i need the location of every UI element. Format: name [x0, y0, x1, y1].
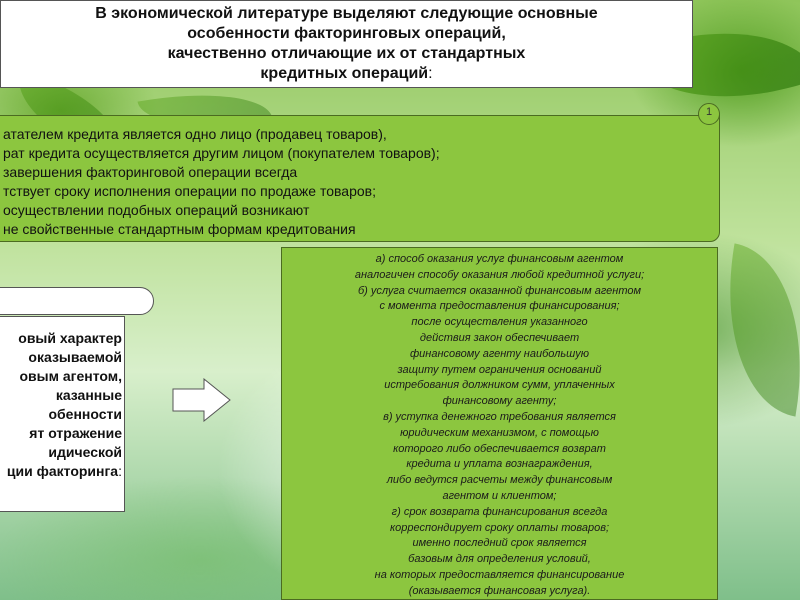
section-label-box — [0, 287, 154, 315]
scroll-text-line: осуществлении подобных операций возникают — [3, 202, 310, 218]
details-line: (оказывается финансовая услуга). — [408, 584, 591, 597]
scroll-text-line: атателем кредита является одно лицо (продавец товаров), — [3, 126, 387, 142]
left-text-line — [0, 462, 124, 481]
background-leaf-icon — [707, 243, 800, 416]
details-line: базовым для определения условий, — [408, 553, 591, 566]
details-line: после осуществления указанного — [411, 316, 588, 329]
details-line: которого либо обеспечивается возврат — [393, 442, 606, 455]
slide-title-box — [0, 0, 693, 88]
scroll-text-line: рат кредита осуществляется другим лицом (покупателем товаров); — [3, 145, 440, 161]
details-line: именно последний срок является — [412, 537, 587, 550]
title-line: В экономической литературе выделяют следующие основные — [95, 5, 598, 22]
details-line: кредита и уплата вознаграждения, — [406, 458, 593, 471]
scroll-text-line: не свойственные стандартным формам кредитования — [3, 221, 356, 237]
scroll-curl-icon — [698, 103, 720, 125]
details-line: действия закон обеспечивает — [419, 331, 580, 344]
details-box — [281, 247, 718, 600]
left-text-line: оказываемой — [28, 349, 122, 365]
details-line: б) услуга считается оказанной финансовым агентом — [357, 284, 642, 297]
scroll-text-line: завершения факторинговой операции всегда — [3, 164, 298, 180]
left-text-line: казанные — [55, 387, 122, 403]
left-text-line: овый характер — [18, 330, 122, 346]
details-line: г) срок возврата финансирования всегда — [391, 505, 608, 518]
details-line: защиту путем ограничения оснований — [397, 363, 602, 376]
details-line: на которых предоставляется финансирование — [374, 568, 625, 581]
left-text-line: ят отражение — [29, 425, 122, 441]
right-arrow-icon — [172, 378, 232, 422]
left-text-box — [0, 316, 125, 512]
scroll-number: 1 — [705, 106, 713, 118]
details-line: истребования должником сумм, уплаченных — [384, 379, 615, 392]
details-line: финансовому агенту наибольшую — [409, 347, 590, 360]
details-line: с момента предоставления финансирования; — [379, 300, 620, 313]
title-line: качественно отличающие их от стандартных — [167, 45, 526, 62]
left-text-line-text: ции факторинга — [6, 463, 119, 479]
title-colon: : — [428, 65, 433, 82]
scroll-text-line: тствует сроку исполнения операции по продаже товаров; — [3, 183, 376, 199]
title-line — [260, 64, 432, 84]
details-line: агентом и клиентом; — [442, 489, 557, 502]
left-text-line: овым агентом, — [19, 368, 122, 384]
left-text-line: идической — [48, 444, 122, 460]
details-line: корреспондирует сроку оплаты товаров; — [389, 521, 610, 534]
details-line: в) уступка денежного требования является — [383, 410, 616, 423]
left-text-line: обенности — [48, 406, 122, 422]
features-scroll-box — [0, 106, 720, 242]
title-line: особенности факторинговых операций, — [187, 25, 506, 42]
details-line: либо ведутся расчеты между финансовым — [386, 474, 613, 487]
details-line: финансовому агенту; — [442, 395, 557, 408]
left-colon: : — [118, 463, 122, 479]
details-line: юридическим механизмом, с помощью — [400, 426, 599, 439]
details-line: аналогичен способу оказания любой кредитной услуги; — [354, 268, 645, 281]
details-line: а) способ оказания услуг финансовым агентом — [375, 253, 624, 265]
title-line-text: кредитных операций — [260, 65, 429, 82]
